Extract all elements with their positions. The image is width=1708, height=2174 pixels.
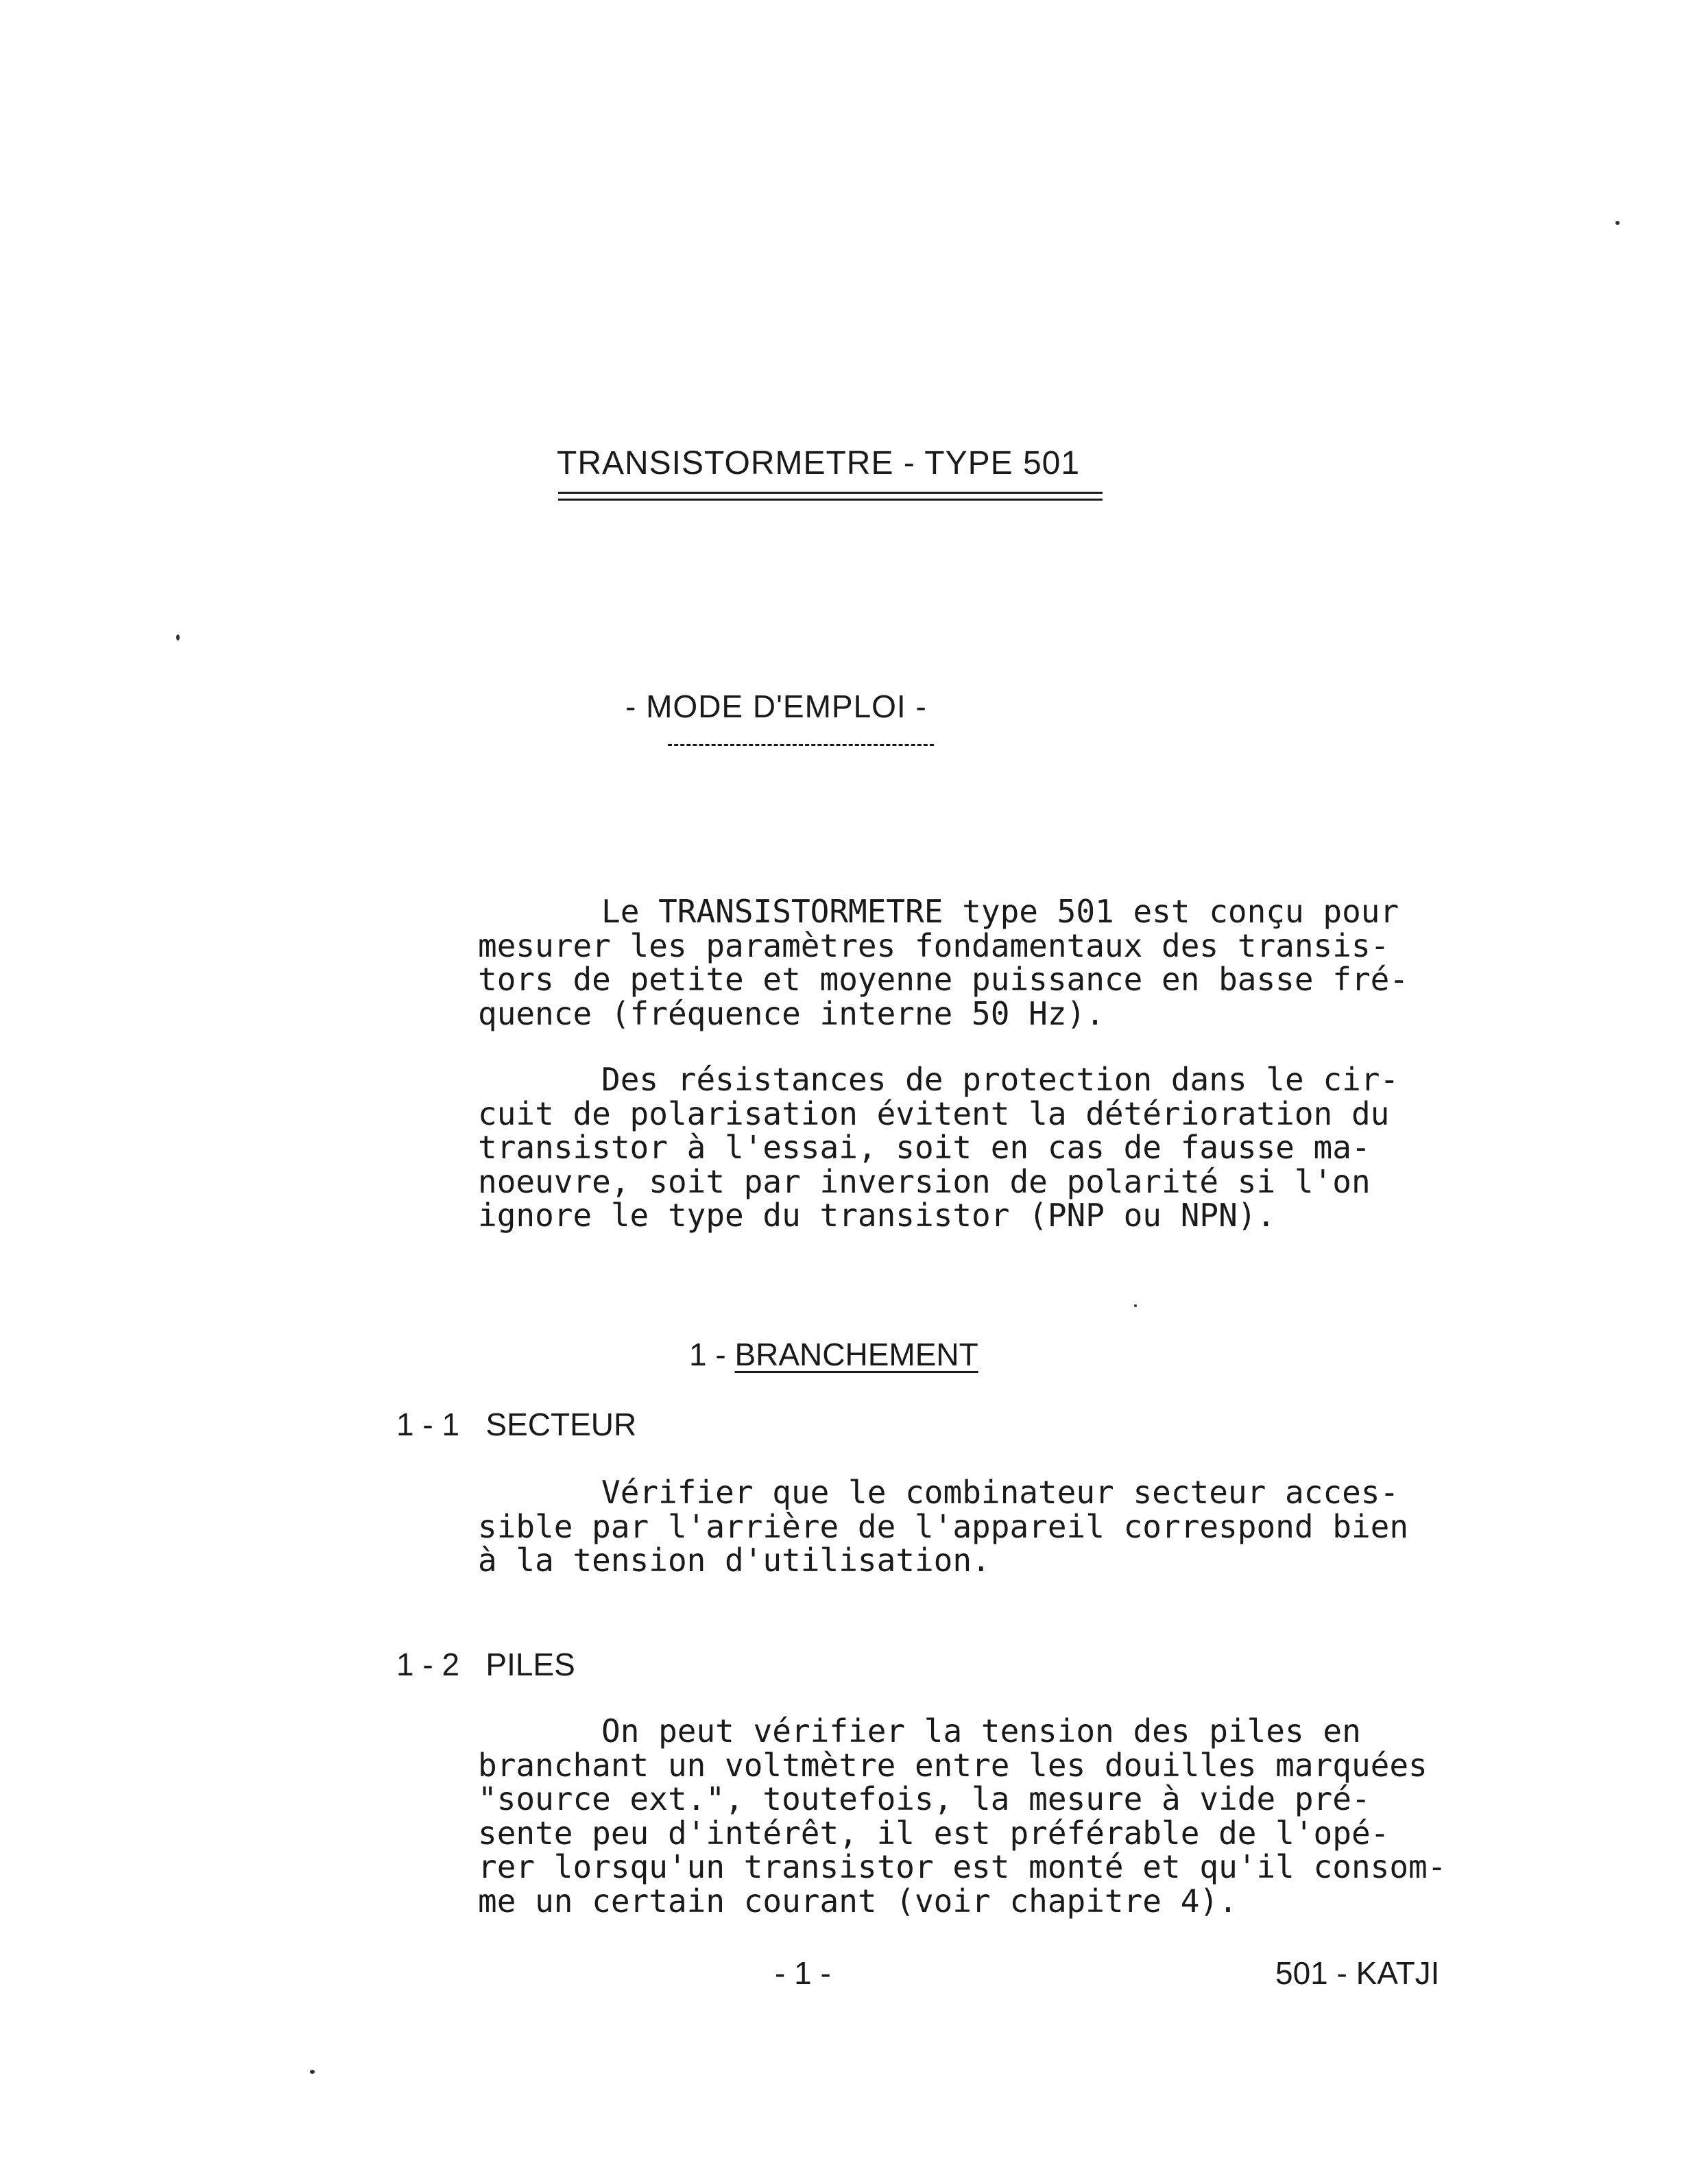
subtitle-dashed-underline [668,744,934,746]
protection-line: Des résistances de protection dans le cir- [601,1061,1399,1098]
protection-line: ignore le type du transistor (PNP ou NPN). [478,1197,1276,1234]
document-reference: 501 - KATJI [1275,1955,1440,1991]
piles-line: sente peu d'intérêt, il est préférable de l'opé- [478,1814,1390,1852]
section-heading [689,1336,978,1373]
protection-line: noeuvre, soit par inversion de polarité si l'on [478,1162,1371,1200]
piles-line: me un certain courant (voir chapitre 4). [478,1882,1238,1920]
document-subtitle: - MODE D'EMPLOI - [625,689,927,724]
intro-paragraph [478,895,1408,1031]
subsection-piles-label: 1 - 2 PILES [396,1647,575,1682]
piles-line: rer lorsqu'un transistor est monté et qu'il consom- [478,1848,1447,1885]
section-title: BRANCHEMENT [734,1337,978,1372]
subsection-secteur-label: 1 - 1 SECTEUR [396,1407,637,1442]
protection-line: cuit de polarisation évitent la détérioration du [478,1095,1390,1132]
page-number: - 1 - [775,1955,831,1991]
intro-line: quence (fréquence interne 50 Hz). [478,994,1105,1032]
secteur-paragraph [478,1476,1408,1578]
intro-line: mesurer les paramètres fondamentaux des transis- [478,927,1390,964]
intro-line: tors de petite et moyenne puissance en basse fré- [478,961,1409,998]
secteur-line: Vérifier que le combinateur secteur acces- [601,1474,1399,1511]
section-number: 1 - [689,1337,735,1372]
piles-line: "source ext.", toutefois, la mesure à vide pré- [478,1780,1371,1817]
secteur-line: sible par l'arrière de l'appareil correspond bien [478,1507,1409,1545]
document-title: TRANSISTORMETRE - TYPE 501 [557,445,1081,481]
protection-paragraph [478,1063,1399,1233]
scan-speck [1615,221,1620,225]
title-double-underline [558,492,1103,501]
intro-line: Le TRANSISTORMETRE type 501 est conçu pour [601,893,1399,930]
piles-line: On peut vérifier la tension des piles en [601,1712,1361,1749]
piles-line: branchant un voltmètre entre les douilles marquées [478,1746,1428,1784]
scan-speck [1134,1304,1137,1307]
scan-speck [176,634,180,641]
secteur-line: à la tension d'utilisation. [478,1542,991,1579]
protection-line: transistor à l'essai, soit en cas de fausse ma- [478,1129,1371,1166]
scan-speck [310,2070,315,2074]
piles-paragraph [478,1712,1447,1920]
